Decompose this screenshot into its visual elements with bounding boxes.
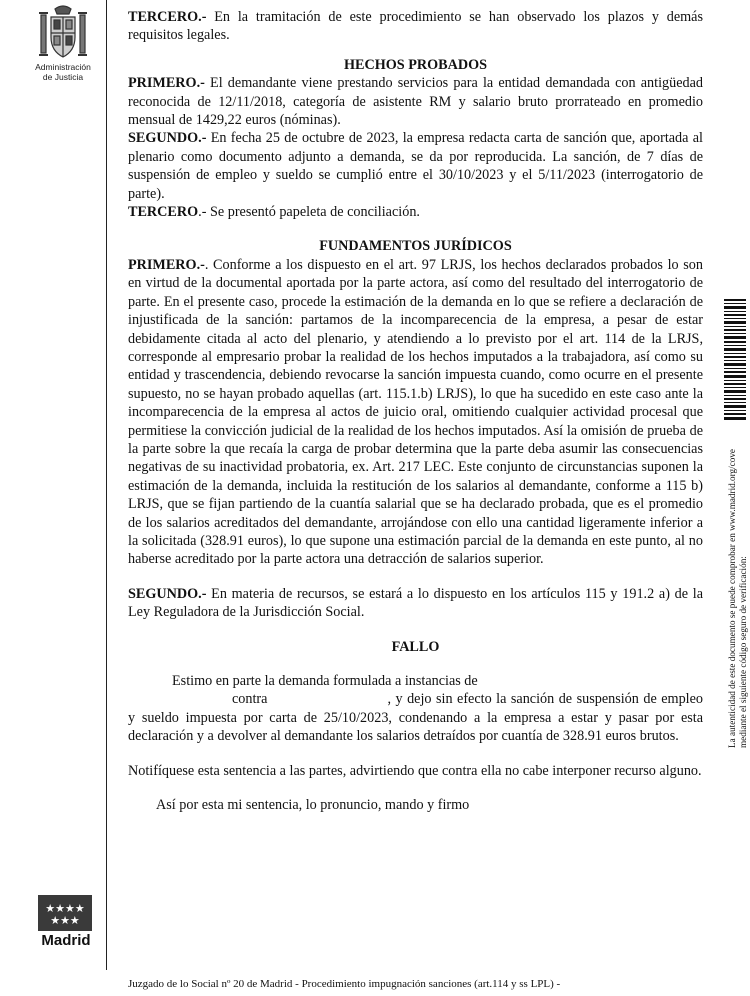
heading-hechos-probados: HECHOS PROBADOS bbox=[343, 56, 488, 73]
verification-note bbox=[727, 438, 749, 748]
section-label: SEGUNDO.- bbox=[128, 130, 207, 147]
section-label: SEGUNDO.- bbox=[128, 585, 207, 602]
section-label: TERCERO bbox=[128, 204, 199, 221]
paragraph-hp-tercero bbox=[128, 203, 703, 221]
document-body bbox=[128, 8, 703, 814]
institution-line-2: de Justicia bbox=[42, 72, 84, 82]
paragraph-text: . Conforme a los dispuesto en el art. 97 LRJS, los hechos declarados probados lo son en virtud de la documental aportada por la parte actora, así como del resultado del interrogatorio de parte. En el presente caso, procede la estimación de la demanda en lo que se refiere a declaración de injustificada de la sanción: partamos de la incomparecencia de la empresa, a pesar de estar debidamente citada al acto del plenario, y atendiendo a lo previsto por el art. 114 de la LRJS, corresponde al empresario probar la realidad de los hechos imputados a la trabajadora, así como su entidad y trascendencia, debiendo revocarse la sanción impuesta cuando, como ocurre en el presente supuesto, no se hayan probado aquellas (art. 115.1.b) LRJS), lo que ha sucedido en este caso ante la incomparecencia de la empresa al actos de juicio oral, omitiendo cualquier actividad procesal que permitiese la convicción judicial de la realidad de los hechos imputados. Así la omisión de prueba de la parte sobre la que recaía la carga de probar determina que la parte deba asumir las consecuencias negativas de su inactividad probatoria, ex. Art. 217 LEC. Este conjunto de circunstancias suponen la estimación de la demanda, incluida la restitución de los salarios al demandante, conforme a 115 b) LRJS, que se fijan partiendo de la cuantía salarial que se ha declarado probada, que es el promedio de los salarios acreditados del demandante, arrojándose con ello una cantidad ligeramente inferior a la solicitada (328.91 euros), lo que supone una estimación parcial de la demanda en este punto, al no haberse acreditado por la parte actora una detracción de salarios superior. bbox=[128, 256, 703, 568]
paragraph-text: En materia de recursos, se estará a lo dispuesto en los artículos 115 y 191.2 a) de la Ley Reguladora de la Jurisdicción Social. bbox=[128, 585, 703, 621]
fallo-text: , y dejo sin efecto la sanción de suspensión de empleo y sueldo impuesta por carta de 25/10/2023, condenando a la empresa a estar y pasar por esta declaración y a devolver al demandante los salarios detraídos por cuantía de 328.91 euros brutos. bbox=[128, 691, 703, 745]
margin-rule bbox=[106, 0, 107, 970]
paragraph-tercero-antecedentes bbox=[128, 8, 703, 45]
paragraph-notifiquese: Notifíquese esta sentencia a las partes, advirtiendo que contra ella no cabe interponer recurso alguno. bbox=[128, 762, 702, 779]
paragraph-text: En la tramitación de este procedimiento se han observado los plazos y demás requisitos legales. bbox=[128, 9, 703, 44]
heading-fallo: FALLO bbox=[391, 638, 440, 655]
paragraph-text: En fecha 25 de octubre de 2023, la empresa redacta carta de sanción que, aportada al plenario como documento adjunto a demanda, se da por reproducida. La sanción, de 7 días de suspensión de empleo y sueldo se cumplió entre el 30/10/2023 y el 5/11/2023 (interrogatorio de parte). bbox=[128, 130, 703, 202]
section-label: TERCERO.- bbox=[128, 9, 207, 25]
fallo-contra: contra bbox=[232, 691, 268, 708]
page-footer: Juzgado de lo Social nº 20 de Madrid - Procedimiento impugnación sanciones (art.114 y ss LPL) - bbox=[128, 978, 561, 990]
paragraph-text: El demandante viene prestando servicios para la entidad demandada con antigüedad reconocida de 12/11/2018, categoría de asistente RM y salario bruto prorrateado en promedio mensual de 1429,22 euros (nóminas). bbox=[128, 75, 703, 129]
header-column bbox=[0, 0, 106, 996]
paragraph-fj-segundo bbox=[128, 585, 703, 622]
paragraph-hp-segundo bbox=[128, 129, 703, 203]
paragraph-text: .- Se presentó papeleta de conciliación. bbox=[198, 204, 420, 221]
verification-note-line-2: mediante el siguiente código seguro de verificación: bbox=[738, 556, 748, 748]
heading-fundamentos-juridicos: FUNDAMENTOS JURÍDICOS bbox=[319, 238, 512, 255]
institution-line-1: Administración bbox=[35, 62, 91, 72]
coat-of-arms-icon bbox=[35, 3, 91, 61]
svg-text:★★★: ★★★ bbox=[50, 914, 80, 927]
svg-text:★★★★: ★★★★ bbox=[45, 902, 85, 915]
paragraph-fallo-rest bbox=[128, 690, 703, 745]
verification-note-line-1: La autenticidad de este documento se puede comprobar en www.madrid.org/cove bbox=[727, 449, 737, 748]
section-label: PRIMERO.- bbox=[128, 256, 205, 273]
barcode-icon bbox=[724, 299, 746, 421]
institution-label bbox=[20, 62, 106, 82]
paragraph-fj-primero bbox=[128, 256, 703, 569]
madrid-label: Madrid bbox=[41, 932, 91, 949]
paragraph-fallo-line-1: Estimo en parte la demanda formulada a instancias de bbox=[172, 673, 478, 689]
madrid-flag-icon bbox=[38, 895, 92, 931]
paragraph-hp-primero bbox=[128, 74, 703, 129]
paragraph-closing: Así por esta mi sentencia, lo pronuncio, mando y firmo bbox=[156, 797, 470, 814]
section-label: PRIMERO.- bbox=[128, 75, 205, 92]
